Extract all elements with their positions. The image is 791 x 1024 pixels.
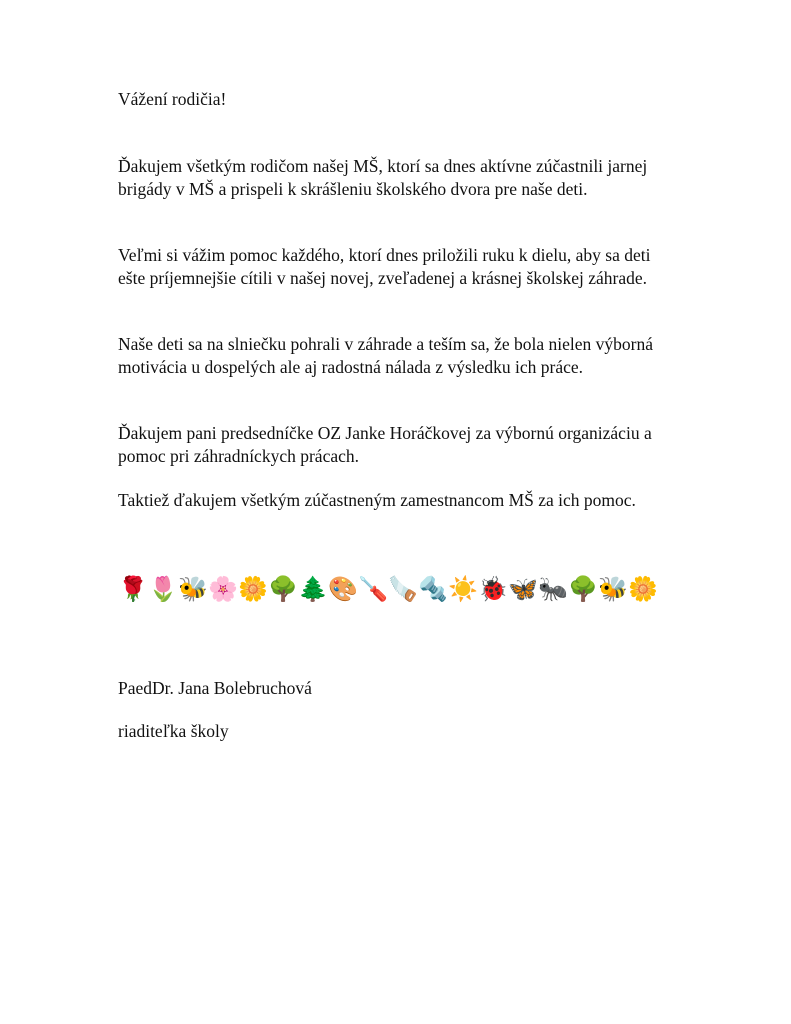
- paragraph-appreciation: Veľmi si vážim pomoc každého, ktorí dnes priložili ruku k dielu, aby sa deti ešte príjemnejšie cítili v našej novej, zveľadenej a krásnej školskej záhrade.: [118, 245, 651, 288]
- sunflower-icon: 🌼: [628, 575, 658, 603]
- bee-icon: 🐝: [598, 575, 628, 603]
- ant-icon: 🐜: [538, 575, 568, 603]
- evergreen-tree-icon: 🌲: [298, 575, 328, 603]
- rose-icon: 🌹: [118, 575, 148, 603]
- screwdriver-icon: 🪛: [358, 575, 388, 603]
- deciduous-tree-icon: 🌳: [268, 575, 298, 603]
- tulip-icon: 🌷: [148, 575, 178, 603]
- cherry-blossom-icon: 🌸: [208, 575, 238, 603]
- nut-and-bolt-icon: 🔩: [418, 575, 448, 603]
- greeting: Vážení rodičia!: [118, 89, 227, 109]
- ladybug-icon: 🐞: [478, 575, 508, 603]
- paragraph-thanks-parents: Ďakujem všetkým rodičom našej MŠ, ktorí sa dnes aktívne zúčastnili jarnej brigády v MŠ a prispeli k skrášleniu školského dvora pre naše deti.: [118, 156, 648, 199]
- deciduous-tree-icon: 🌳: [568, 575, 598, 603]
- saw-icon: 🪚: [388, 575, 418, 603]
- signature-role: riaditeľka školy: [118, 721, 229, 741]
- paragraph-thanks-staff: Taktiež ďakujem všetkým zúčastneným zamestnancom MŠ za ich pomoc.: [118, 490, 636, 510]
- sun-icon: ☀️: [448, 575, 478, 603]
- artist-palette-icon: 🎨: [328, 575, 358, 603]
- signature-name: PaedDr. Jana Bolebruchová: [118, 678, 312, 698]
- bee-icon: 🐝: [178, 575, 208, 603]
- emoji-row: [118, 573, 657, 605]
- paragraph-thanks-chair: Ďakujem pani predsedníčke OZ Janke Horáčkovej za výbornú organizáciu a pomoc pri záhradníckych prácach.: [118, 423, 652, 466]
- sunflower-icon: 🌼: [238, 575, 268, 603]
- paragraph-children: Naše deti sa na slniečku pohrali v záhrade a teším sa, že bola nielen výborná motivácia u dospelých ale aj radostná nálada z výsledku ich práce.: [118, 334, 654, 377]
- butterfly-icon: 🦋: [508, 575, 538, 603]
